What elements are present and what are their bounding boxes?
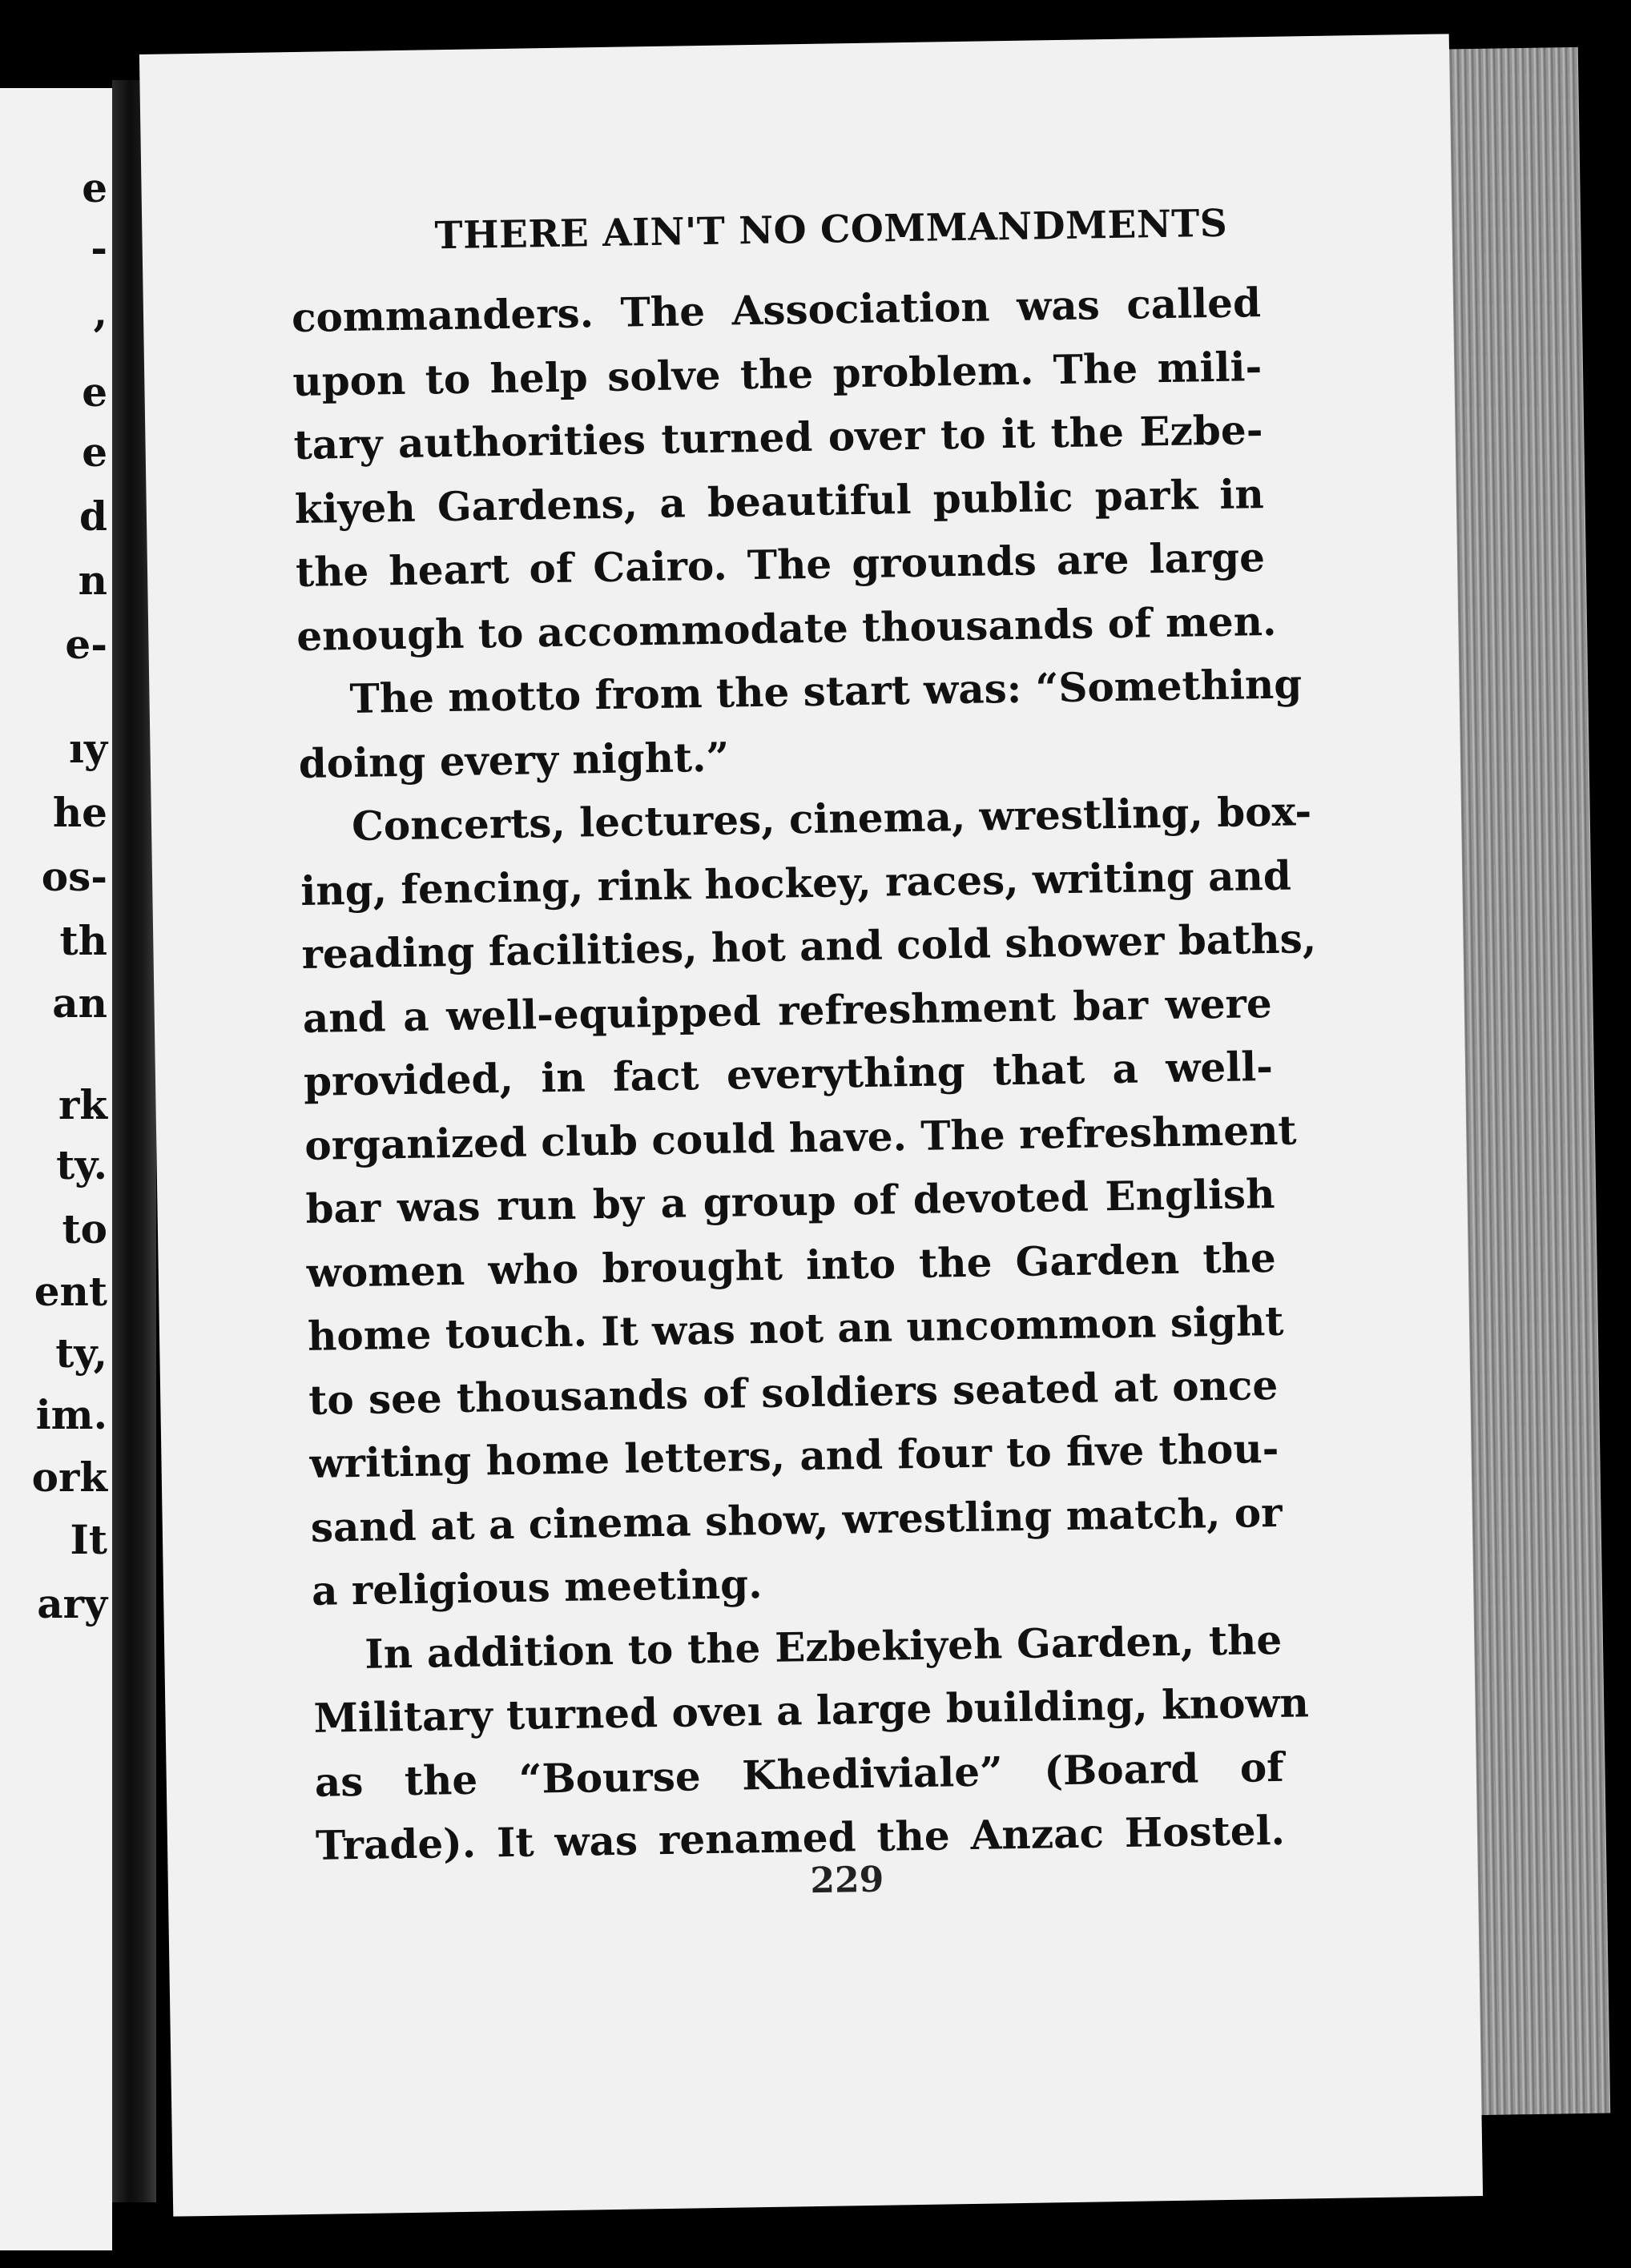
left-page-fragment: rk — [58, 1081, 107, 1128]
text-line: to see thousands of soldiers seated at once — [308, 1361, 1279, 1424]
left-facing-page — [0, 88, 112, 2250]
left-page-fragment: It — [70, 1516, 107, 1563]
text-line: a religious meeting. — [311, 1560, 763, 1615]
text-line: upon to help solve the problem. The mili- — [292, 342, 1263, 405]
left-page-fragment: d — [79, 493, 107, 540]
text-line: sand at a cinema show, wrestling match, or — [310, 1488, 1283, 1551]
text-line: Military turned oveı a large building, known — [313, 1679, 1310, 1742]
text-line: kiyeh Gardens, a beautiful public park in — [294, 469, 1265, 533]
left-page-fragment: n — [78, 557, 107, 604]
left-page-fragment: he — [52, 789, 107, 836]
text-line: enough to accommodate thousands of men. — [296, 597, 1277, 660]
text-line: The motto from the start was: “Something — [349, 660, 1303, 722]
text-line: commanders. The Association was called — [291, 279, 1262, 342]
text-line: Trade). It was renamed the Anzac Hostel. — [315, 1806, 1286, 1869]
body-text — [291, 271, 1317, 1877]
left-page-fragment: e — [82, 368, 107, 416]
left-page-fragment: e — [82, 428, 107, 476]
left-page-fragment: im. — [35, 1391, 107, 1438]
left-page-fragment: ty, — [55, 1329, 107, 1377]
text-line: organized club could have. The refreshment — [304, 1105, 1297, 1169]
left-page-fragment: ıy — [68, 725, 107, 772]
text-line: as the “Bourse Khediviale” (Board of — [314, 1743, 1285, 1806]
text-line: In addition to the Ezbekiyeh Garden, the — [364, 1615, 1283, 1678]
right-page — [139, 34, 1483, 2216]
text-line: tary authorities turned over to it the Ezbe- — [293, 406, 1263, 469]
left-page-fragment: th — [59, 917, 107, 964]
text-line: bar was run by a group of devoted English — [305, 1169, 1275, 1233]
left-page-fragment: os- — [41, 853, 107, 900]
running-head: THERE AIN'T NO COMMANDMENTS — [434, 201, 1228, 259]
text-line: doing every night.” — [298, 733, 730, 787]
left-page-fragment: e — [82, 164, 107, 211]
text-line: Concerts, lectures, cinema, wrestling, box- — [351, 787, 1312, 850]
text-line: provided, in fact everything that a well- — [303, 1042, 1274, 1105]
left-page-fragment: , — [93, 288, 107, 336]
left-page-fragment: an — [52, 979, 107, 1027]
text-line: women who brought into the Garden the — [306, 1233, 1277, 1297]
left-page-fragment: e- — [65, 621, 107, 668]
left-page-fragment: ary — [37, 1580, 107, 1627]
text-line: home touch. It was not an uncommon sight — [307, 1297, 1284, 1360]
left-page-fragment: ty. — [56, 1141, 107, 1188]
left-page-fragment: - — [91, 224, 107, 271]
left-page-fragment: ent — [34, 1268, 107, 1315]
page-number: 229 — [809, 1859, 884, 1902]
left-page-fragment: to — [62, 1205, 107, 1253]
text-line: ing, fencing, rink hockey, races, writing and — [300, 851, 1292, 915]
text-line: and a well-equipped refreshment bar were — [302, 979, 1273, 1042]
text-line: the heart of Cairo. The grounds are large — [295, 533, 1266, 597]
left-page-fragment: ork — [31, 1454, 107, 1501]
text-line: reading facilities, hot and cold shower baths, — [301, 915, 1317, 978]
text-line: writing home letters, and four to five thou- — [309, 1424, 1279, 1487]
